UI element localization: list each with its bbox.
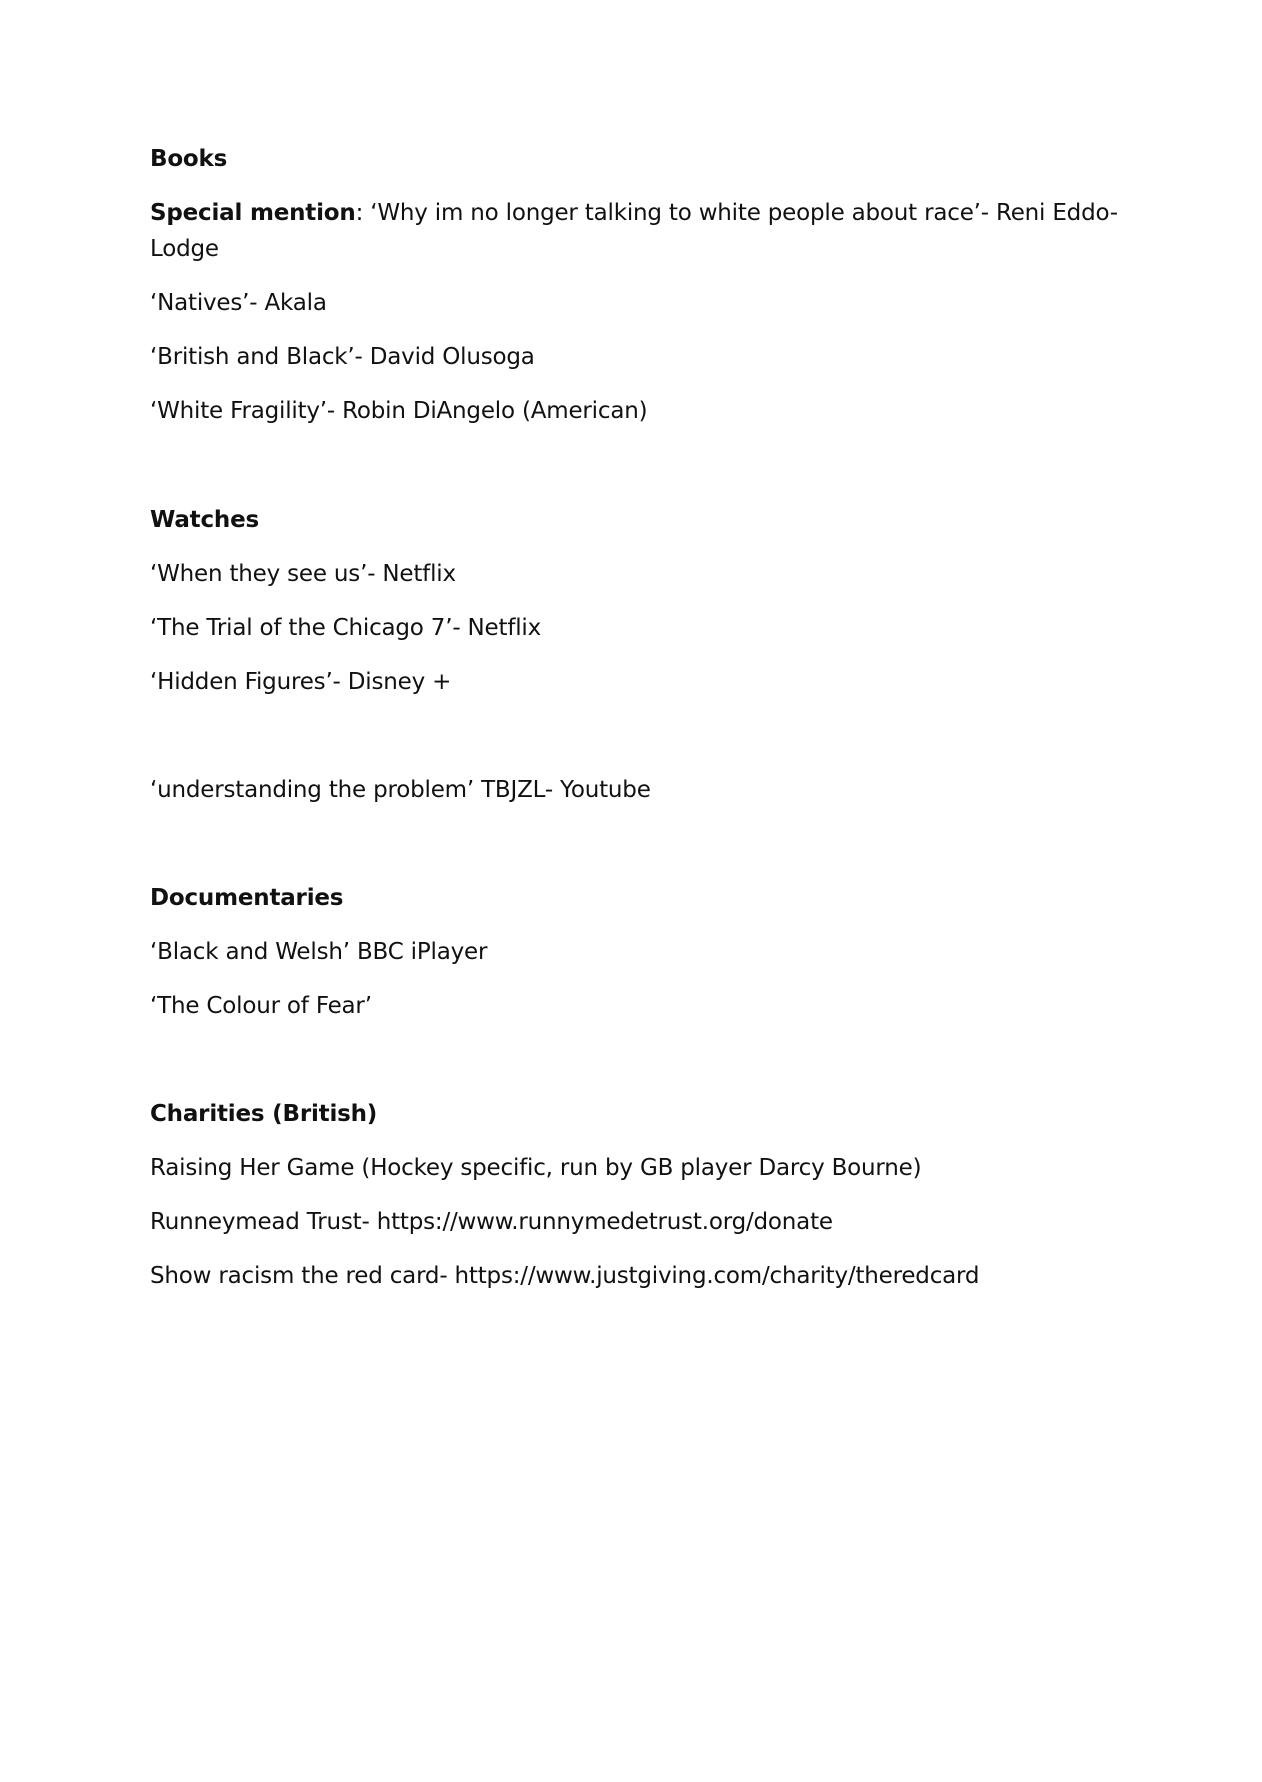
watch-item: ‘When they see us’- Netflix <box>150 561 456 587</box>
charities-heading: Charities (British) <box>150 1101 378 1127</box>
charity-item: Raising Her Game (Hockey specific, run by GB player Darcy Bourne) <box>150 1155 922 1181</box>
watches-heading: Watches <box>150 507 259 533</box>
special-mention-line <box>150 195 1118 231</box>
documentary-item: ‘The Colour of Fear’ <box>150 993 372 1019</box>
charity-item: Runneymead Trust- https://www.runnymedetrust.org/donate <box>150 1209 833 1235</box>
documentary-item: ‘Black and Welsh’ BBC iPlayer <box>150 939 488 965</box>
documentaries-heading: Documentaries <box>150 885 344 911</box>
special-mention-continuation: Lodge <box>150 236 219 262</box>
charity-item: Show racism the red card- https://www.justgiving.com/charity/theredcard <box>150 1263 980 1289</box>
book-item: ‘British and Black’- David Olusoga <box>150 344 535 370</box>
books-heading: Books <box>150 146 228 172</box>
special-mention-label: Special mention <box>150 200 356 226</box>
watch-item: ‘Hidden Figures’- Disney + <box>150 669 452 695</box>
book-item: ‘Natives’- Akala <box>150 290 327 316</box>
watch-extra-item: ‘understanding the problem’ TBJZL- Youtube <box>150 777 651 803</box>
watch-item: ‘The Trial of the Chicago 7’- Netflix <box>150 615 542 641</box>
special-mention-text: : ‘Why im no longer talking to white people about race’- Reni Eddo- <box>355 200 1118 226</box>
book-item: ‘White Fragility’- Robin DiAngelo (American) <box>150 398 648 424</box>
